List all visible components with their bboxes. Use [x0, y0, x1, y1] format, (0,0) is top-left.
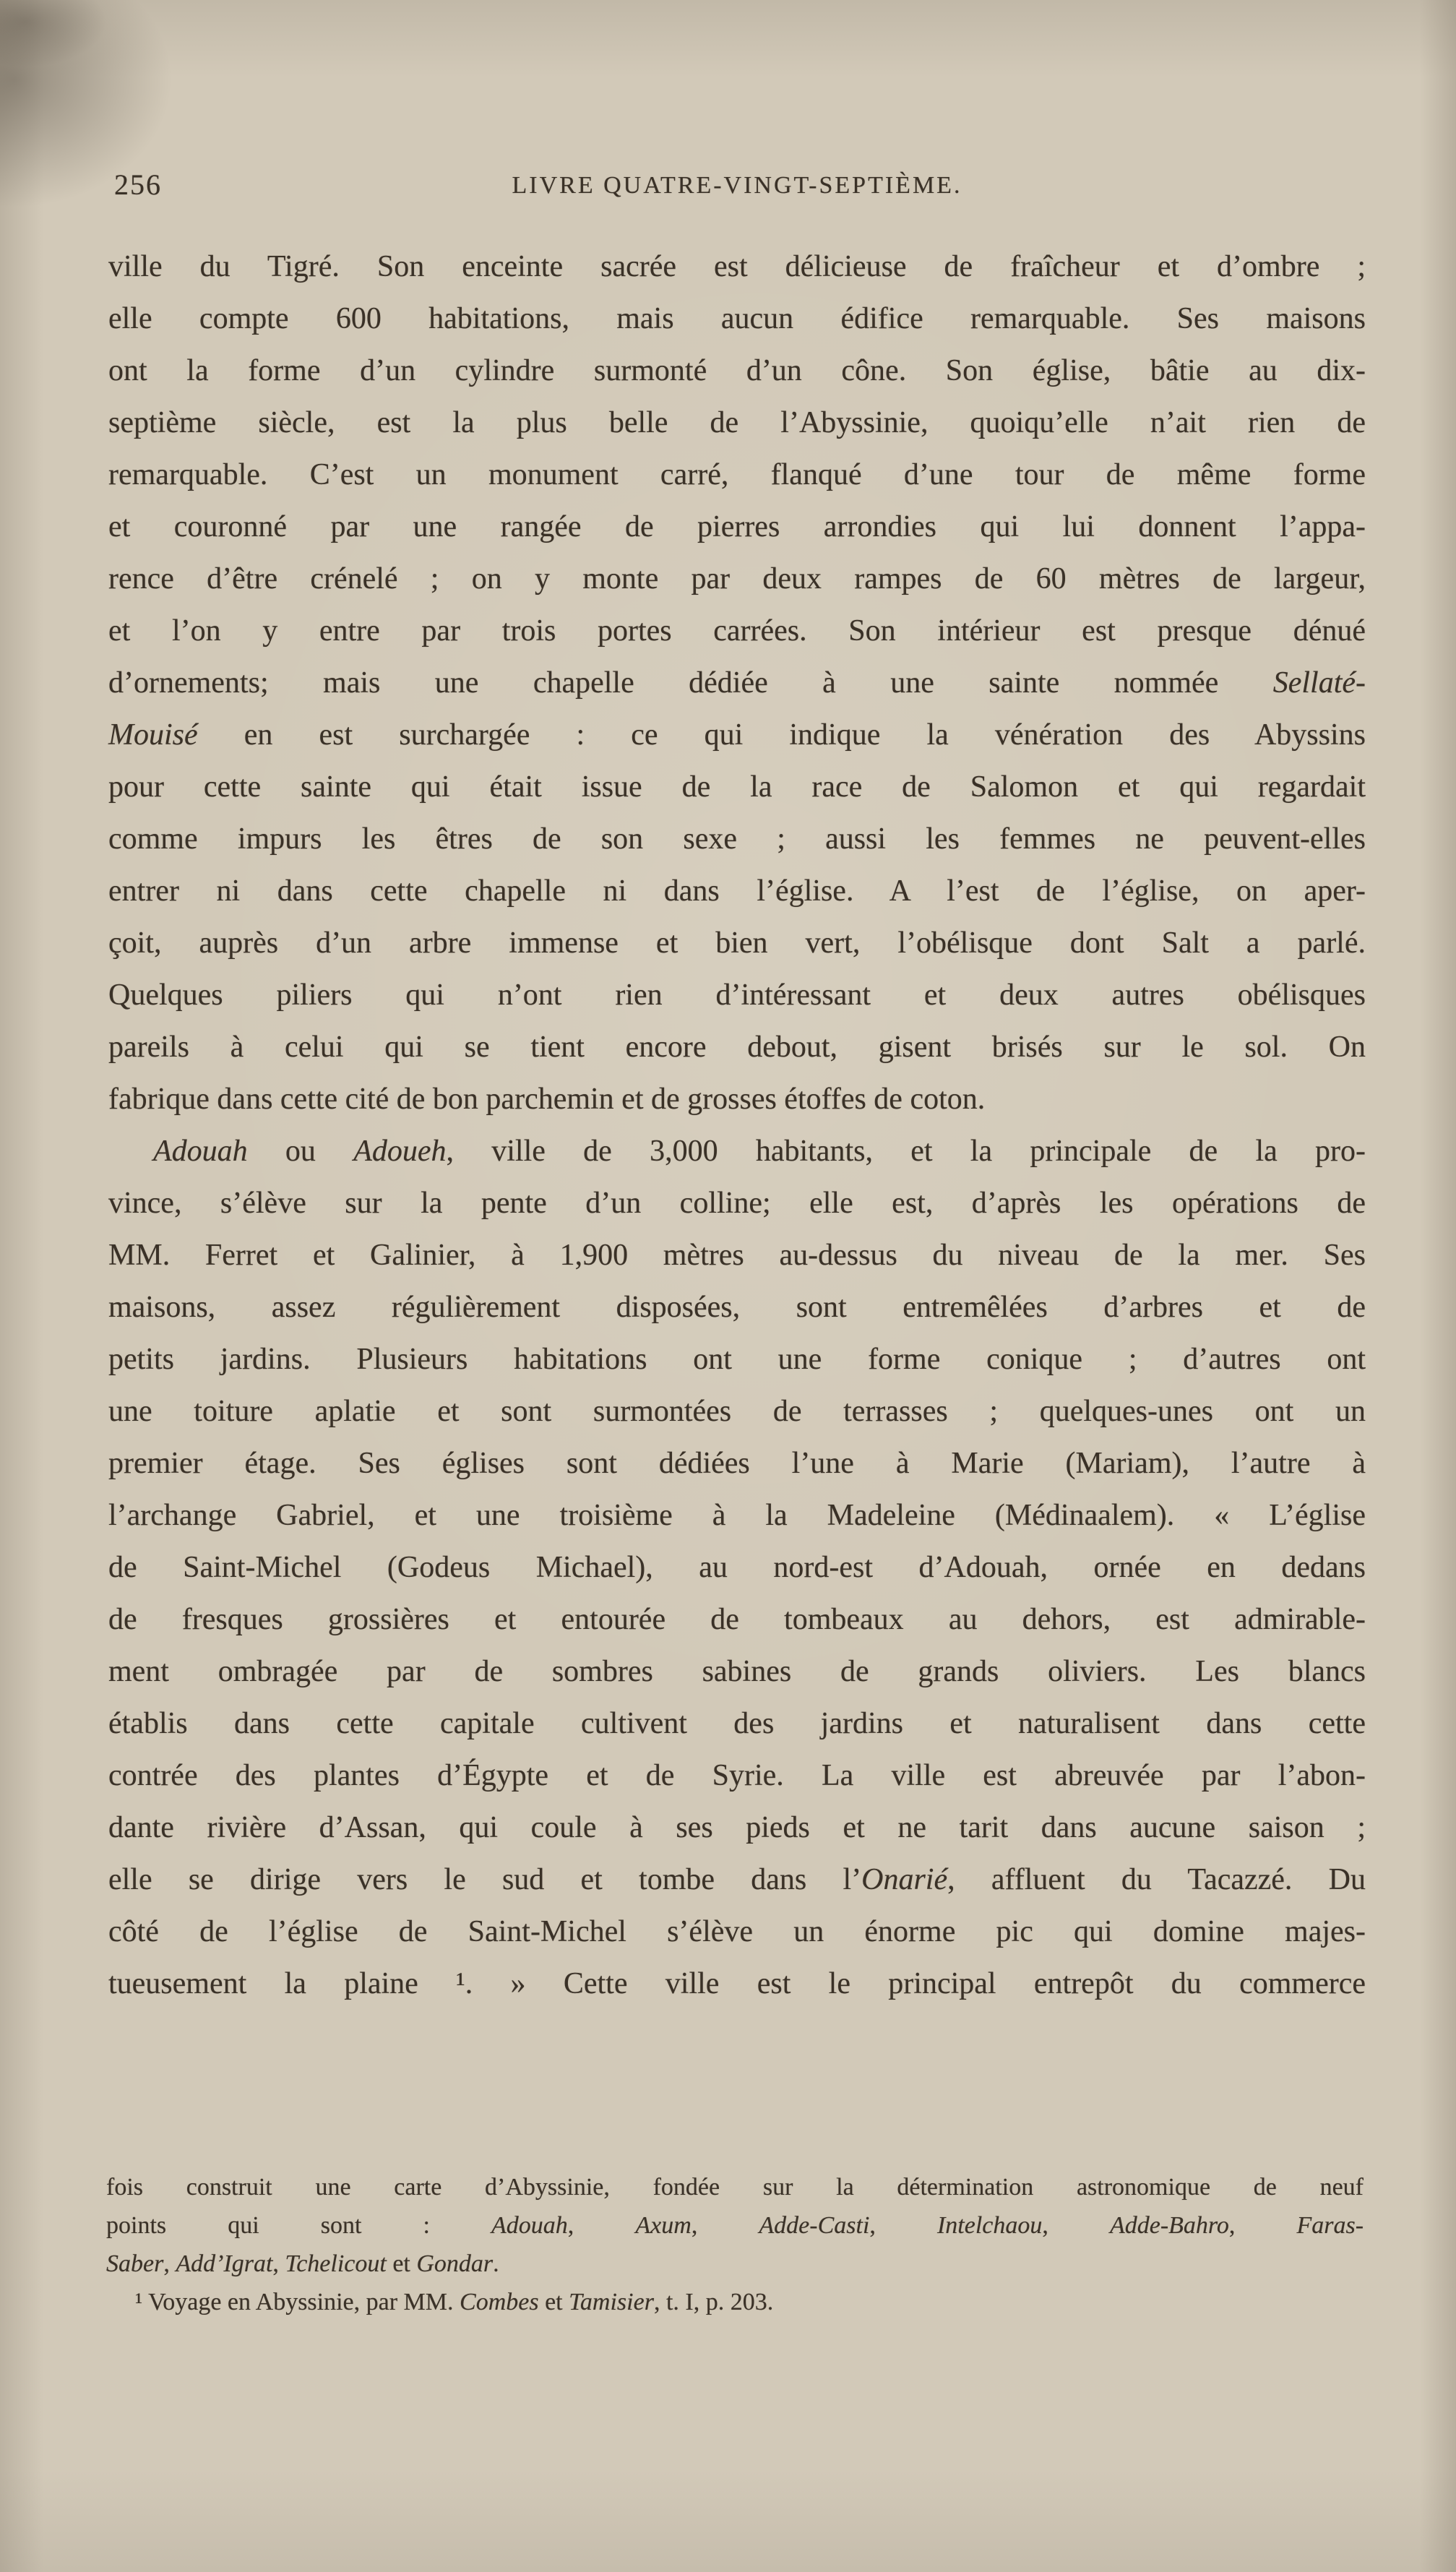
- italic-text-segment: Mouisé: [108, 718, 198, 752]
- text-segment: ,: [163, 2250, 176, 2277]
- text-line: [108, 345, 1366, 397]
- text-segment: septième siècle, est la plus belle de l’Abyssinie, quoiqu’elle n’ait rien de: [108, 406, 1366, 439]
- text-line: [108, 553, 1366, 605]
- page-number: 256: [114, 168, 162, 201]
- text-segment: et: [538, 2289, 569, 2315]
- text-line: [108, 1854, 1366, 1906]
- text-line: [108, 1802, 1366, 1854]
- italic-text-segment: Adouah: [153, 1135, 248, 1168]
- text-line: [108, 1906, 1366, 1958]
- text-segment: ,: [1228, 2212, 1297, 2239]
- text-segment: elle compte 600 habitations, mais aucun édifice remarquable. Ses maisons: [108, 302, 1366, 335]
- italic-text-segment: Adouah: [491, 2212, 568, 2239]
- text-segment: vince, s’élève sur la pente d’un colline; elle est, d’après les opérations de: [108, 1187, 1366, 1220]
- text-segment: ville du Tigré. Son enceinte sacrée est délicieuse de fraîcheur et d’ombre ;: [108, 250, 1366, 283]
- text-line: [108, 1177, 1366, 1229]
- text-segment: fois construit une carte d’Abyssinie, fondée sur la détermination astronomique de neuf: [106, 2174, 1364, 2201]
- text-line: [108, 1646, 1366, 1698]
- footnote-line: [106, 2206, 1364, 2245]
- text-segment: petits jardins. Plusieurs habitations ont une forme conique ; d’autres ont: [108, 1343, 1366, 1376]
- text-line: [108, 449, 1366, 501]
- text-segment: rence d’être crénelé ; on y monte par deux rampes de 60 mètres de largeur,: [108, 562, 1366, 595]
- italic-text-segment: Sellaté-: [1272, 666, 1366, 700]
- text-segment: de Saint-Michel (Godeus Michael), au nord-est d’Adouah, ornée en dedans: [108, 1551, 1366, 1584]
- italic-text-segment: Tchelicout: [285, 2250, 387, 2277]
- italic-text-segment: Saber: [106, 2250, 164, 2277]
- text-line: [108, 1593, 1366, 1646]
- running-header-title: LIVRE QUATRE-VINGT-SEPTIÈME.: [512, 172, 962, 199]
- text-line: [108, 657, 1366, 709]
- text-segment: pareils à celui qui se tient encore debout, gisent brisés sur le sol. On: [108, 1031, 1366, 1064]
- footnote-line: [106, 2245, 1364, 2283]
- italic-text-segment: Adde-Bahro: [1109, 2212, 1229, 2239]
- text-line: [108, 1073, 1366, 1125]
- main-text-block: [108, 241, 1366, 2010]
- italic-text-segment: Intelchaou: [936, 2212, 1043, 2239]
- italic-text-segment: Gondar: [416, 2250, 494, 2277]
- italic-text-segment: Faras-: [1296, 2212, 1364, 2239]
- italic-text-segment: Combes: [460, 2289, 539, 2315]
- text-segment: remarquable. C’est un monument carré, flanqué d’une tour de même forme: [108, 458, 1366, 491]
- text-line: [108, 1333, 1366, 1385]
- text-segment: points qui sont :: [106, 2212, 492, 2239]
- text-segment: , ville de 3,000 habitants, et la principale de la pro-: [446, 1135, 1366, 1168]
- text-line: [108, 293, 1366, 345]
- text-line: [108, 865, 1366, 917]
- text-segment: , affluent du Tacazzé. Du: [947, 1863, 1366, 1896]
- italic-text-segment: Adde-Casti: [759, 2212, 870, 2239]
- text-segment: ont la forme d’un cylindre surmonté d’un cône. Son église, bâtie au dix-: [108, 354, 1366, 387]
- text-segment: dante rivière d’Assan, qui coule à ses pieds et ne tarit dans aucune saison ;: [108, 1811, 1366, 1844]
- text-line: [108, 761, 1366, 813]
- text-segment: premier étage. Ses églises sont dédiées l’une à Marie (Mariam), l’autre à: [108, 1447, 1366, 1480]
- text-segment: elle se dirige vers le sud et tombe dans l’: [108, 1863, 862, 1896]
- text-segment: l’archange Gabriel, et une troisième à la Madeleine (Médinaalem). « L’église: [108, 1499, 1366, 1532]
- text-segment: ,: [691, 2212, 759, 2239]
- text-segment: fabrique dans cette cité de bon parchemin et de grosses étoffes de coton.: [108, 1083, 986, 1116]
- text-segment: ment ombragée par de sombres sabines de grands oliviers. Les blancs: [108, 1655, 1366, 1688]
- italic-text-segment: Axum: [635, 2212, 692, 2239]
- italic-text-segment: Adoueh: [353, 1135, 447, 1168]
- text-line: [108, 1750, 1366, 1802]
- text-segment: tueusement la plaine ¹. » Cette ville est le principal entrepôt du commerce: [108, 1967, 1366, 2000]
- text-segment: .: [493, 2250, 499, 2277]
- text-line: [108, 969, 1366, 1021]
- text-segment: établis dans cette capitale cultivent des jardins et naturalisent dans cette: [108, 1707, 1366, 1740]
- text-segment: ,: [567, 2212, 636, 2239]
- text-segment: ¹ Voyage en Abyssinie, par MM.: [135, 2289, 460, 2315]
- text-segment: une toiture aplatie et sont surmontées de terrasses ; quelques-unes ont un: [108, 1395, 1366, 1428]
- text-segment: comme impurs les êtres de son sexe ; aussi les femmes ne peuvent-elles: [108, 822, 1366, 856]
- text-segment: Quelques piliers qui n’ont rien d’intéressant et deux autres obélisques: [108, 979, 1366, 1012]
- text-segment: entrer ni dans cette chapelle ni dans l’église. A l’est de l’église, on aper-: [108, 874, 1366, 908]
- text-line: [108, 813, 1366, 865]
- text-segment: et couronné par une rangée de pierres arrondies qui lui donnent l’appa-: [108, 510, 1366, 543]
- text-line: [108, 1385, 1366, 1437]
- text-segment: MM. Ferret et Galinier, à 1,900 mètres au-dessus du niveau de la mer. Ses: [108, 1239, 1366, 1272]
- text-segment: ,: [272, 2250, 285, 2277]
- text-segment: et: [386, 2250, 417, 2277]
- text-segment: de fresques grossières et entourée de tombeaux au dehors, est admirable-: [108, 1603, 1366, 1636]
- text-line: [108, 501, 1366, 553]
- text-line: [108, 1021, 1366, 1073]
- text-segment: en est surchargée : ce qui indique la vénération des Abyssins: [197, 718, 1366, 752]
- text-segment: maisons, assez régulièrement disposées, sont entremêlées d’arbres et de: [108, 1291, 1366, 1324]
- text-segment: contrée des plantes d’Égypte et de Syrie. La ville est abreuvée par l’abon-: [108, 1759, 1366, 1792]
- text-segment: çoit, auprès d’un arbre immense et bien vert, l’obélisque dont Salt a parlé.: [108, 926, 1366, 960]
- text-line: [108, 605, 1366, 657]
- text-line: [108, 1489, 1366, 1541]
- text-line: [108, 917, 1366, 969]
- text-segment: et l’on y entre par trois portes carrées. Son intérieur est presque dénué: [108, 614, 1366, 648]
- text-line: [108, 1281, 1366, 1333]
- text-line: [108, 709, 1366, 761]
- text-segment: , t. I, p. 203.: [653, 2289, 774, 2315]
- text-segment: pour cette sainte qui était issue de la race de Salomon et qui regardait: [108, 770, 1366, 804]
- text-segment: d’ornements; mais une chapelle dédiée à une sainte nommée: [108, 666, 1273, 700]
- text-segment: ou: [247, 1135, 354, 1168]
- italic-text-segment: Tamisier: [569, 2289, 654, 2315]
- text-line: [108, 241, 1366, 293]
- footnote-block: [106, 2168, 1364, 2321]
- text-line: [108, 1958, 1366, 2010]
- text-line: [108, 1125, 1366, 1177]
- text-line: [108, 1698, 1366, 1750]
- text-line: [108, 1437, 1366, 1489]
- text-segment: ,: [1042, 2212, 1110, 2239]
- italic-text-segment: Onarié: [861, 1863, 948, 1896]
- text-segment: côté de l’église de Saint-Michel s’élève un énorme pic qui domine majes-: [108, 1915, 1366, 1948]
- text-segment: ,: [869, 2212, 937, 2239]
- text-line: [108, 397, 1366, 449]
- text-line: [108, 1229, 1366, 1281]
- text-line: [108, 1541, 1366, 1593]
- footnote-line: [106, 2283, 1364, 2321]
- footnote-line: [106, 2168, 1364, 2206]
- italic-text-segment: Add’Igrat: [176, 2250, 273, 2277]
